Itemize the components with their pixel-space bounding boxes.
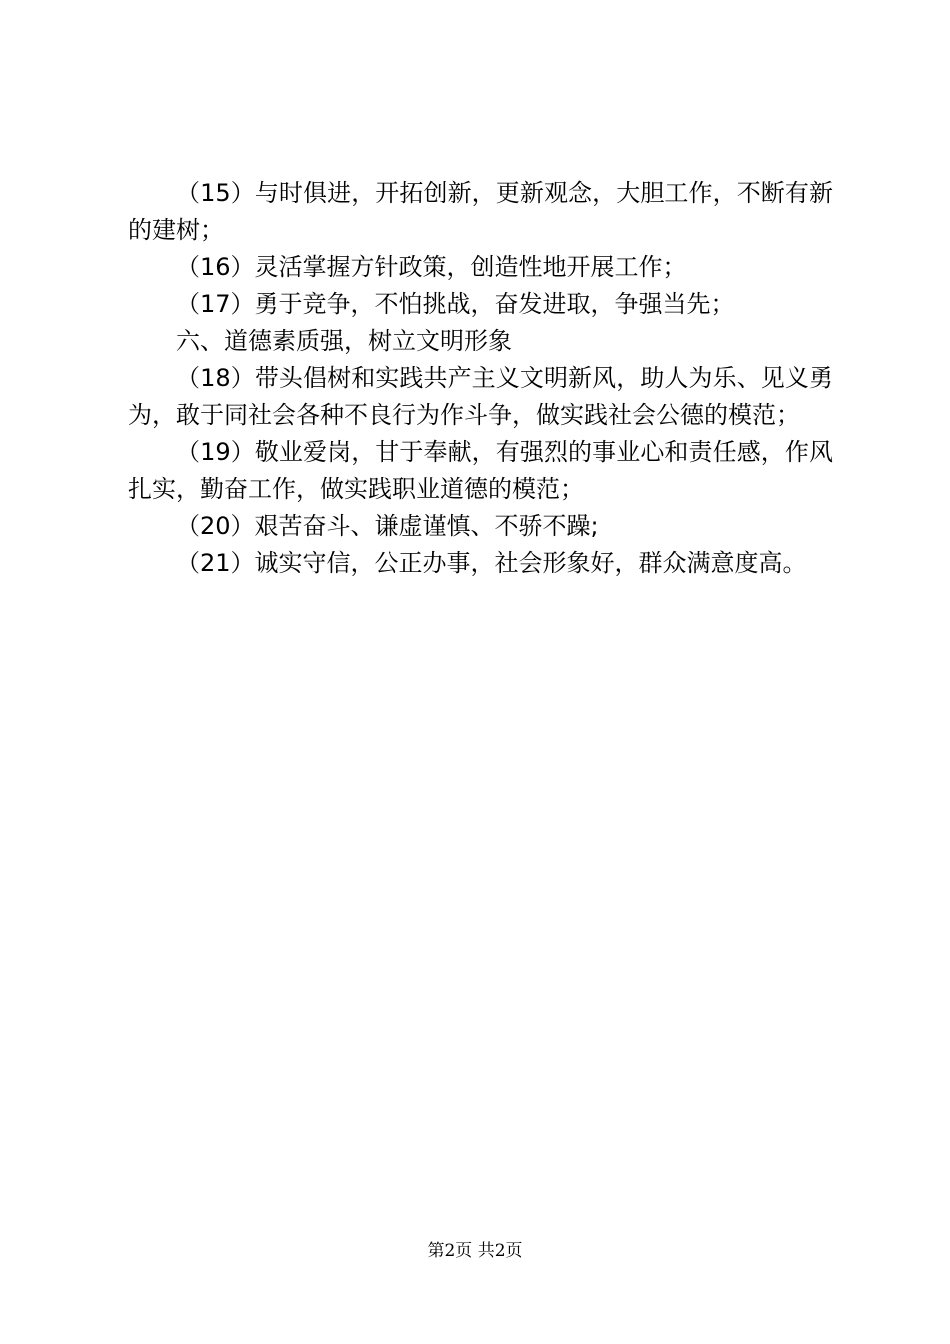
document-body [128, 175, 833, 582]
paragraph-item-19: （19）敬业爱岗，甘于奉献，有强烈的事业心和责任感，作风扎实，勤奋工作，做实践职业道德的模范； [128, 438, 833, 503]
paragraph-item-15: （15）与时俱进，开拓创新，更新观念，大胆工作，不断有新的建树； [128, 179, 833, 244]
section-heading-six: 六、道德素质强，树立文明形象 [176, 327, 512, 355]
page-number-footer: 第2页 共2页 [427, 1241, 523, 1261]
paragraph-item-21: （21）诚实守信，公正办事，社会形象好，群众满意度高。 [176, 549, 807, 577]
paragraph-item-16: （16）灵活掌握方针政策，创造性地开展工作； [176, 253, 687, 281]
paragraph-item-18: （18）带头倡树和实践共产主义文明新风，助人为乐、见义勇为，敢于同社会各种不良行为作斗争，做实践社会公德的模范； [128, 364, 833, 429]
paragraph-item-17: （17）勇于竞争，不怕挑战，奋发进取，争强当先； [176, 290, 735, 318]
paragraph-item-20: （20）艰苦奋斗、谦虚谨慎、不骄不躁; [176, 512, 599, 540]
